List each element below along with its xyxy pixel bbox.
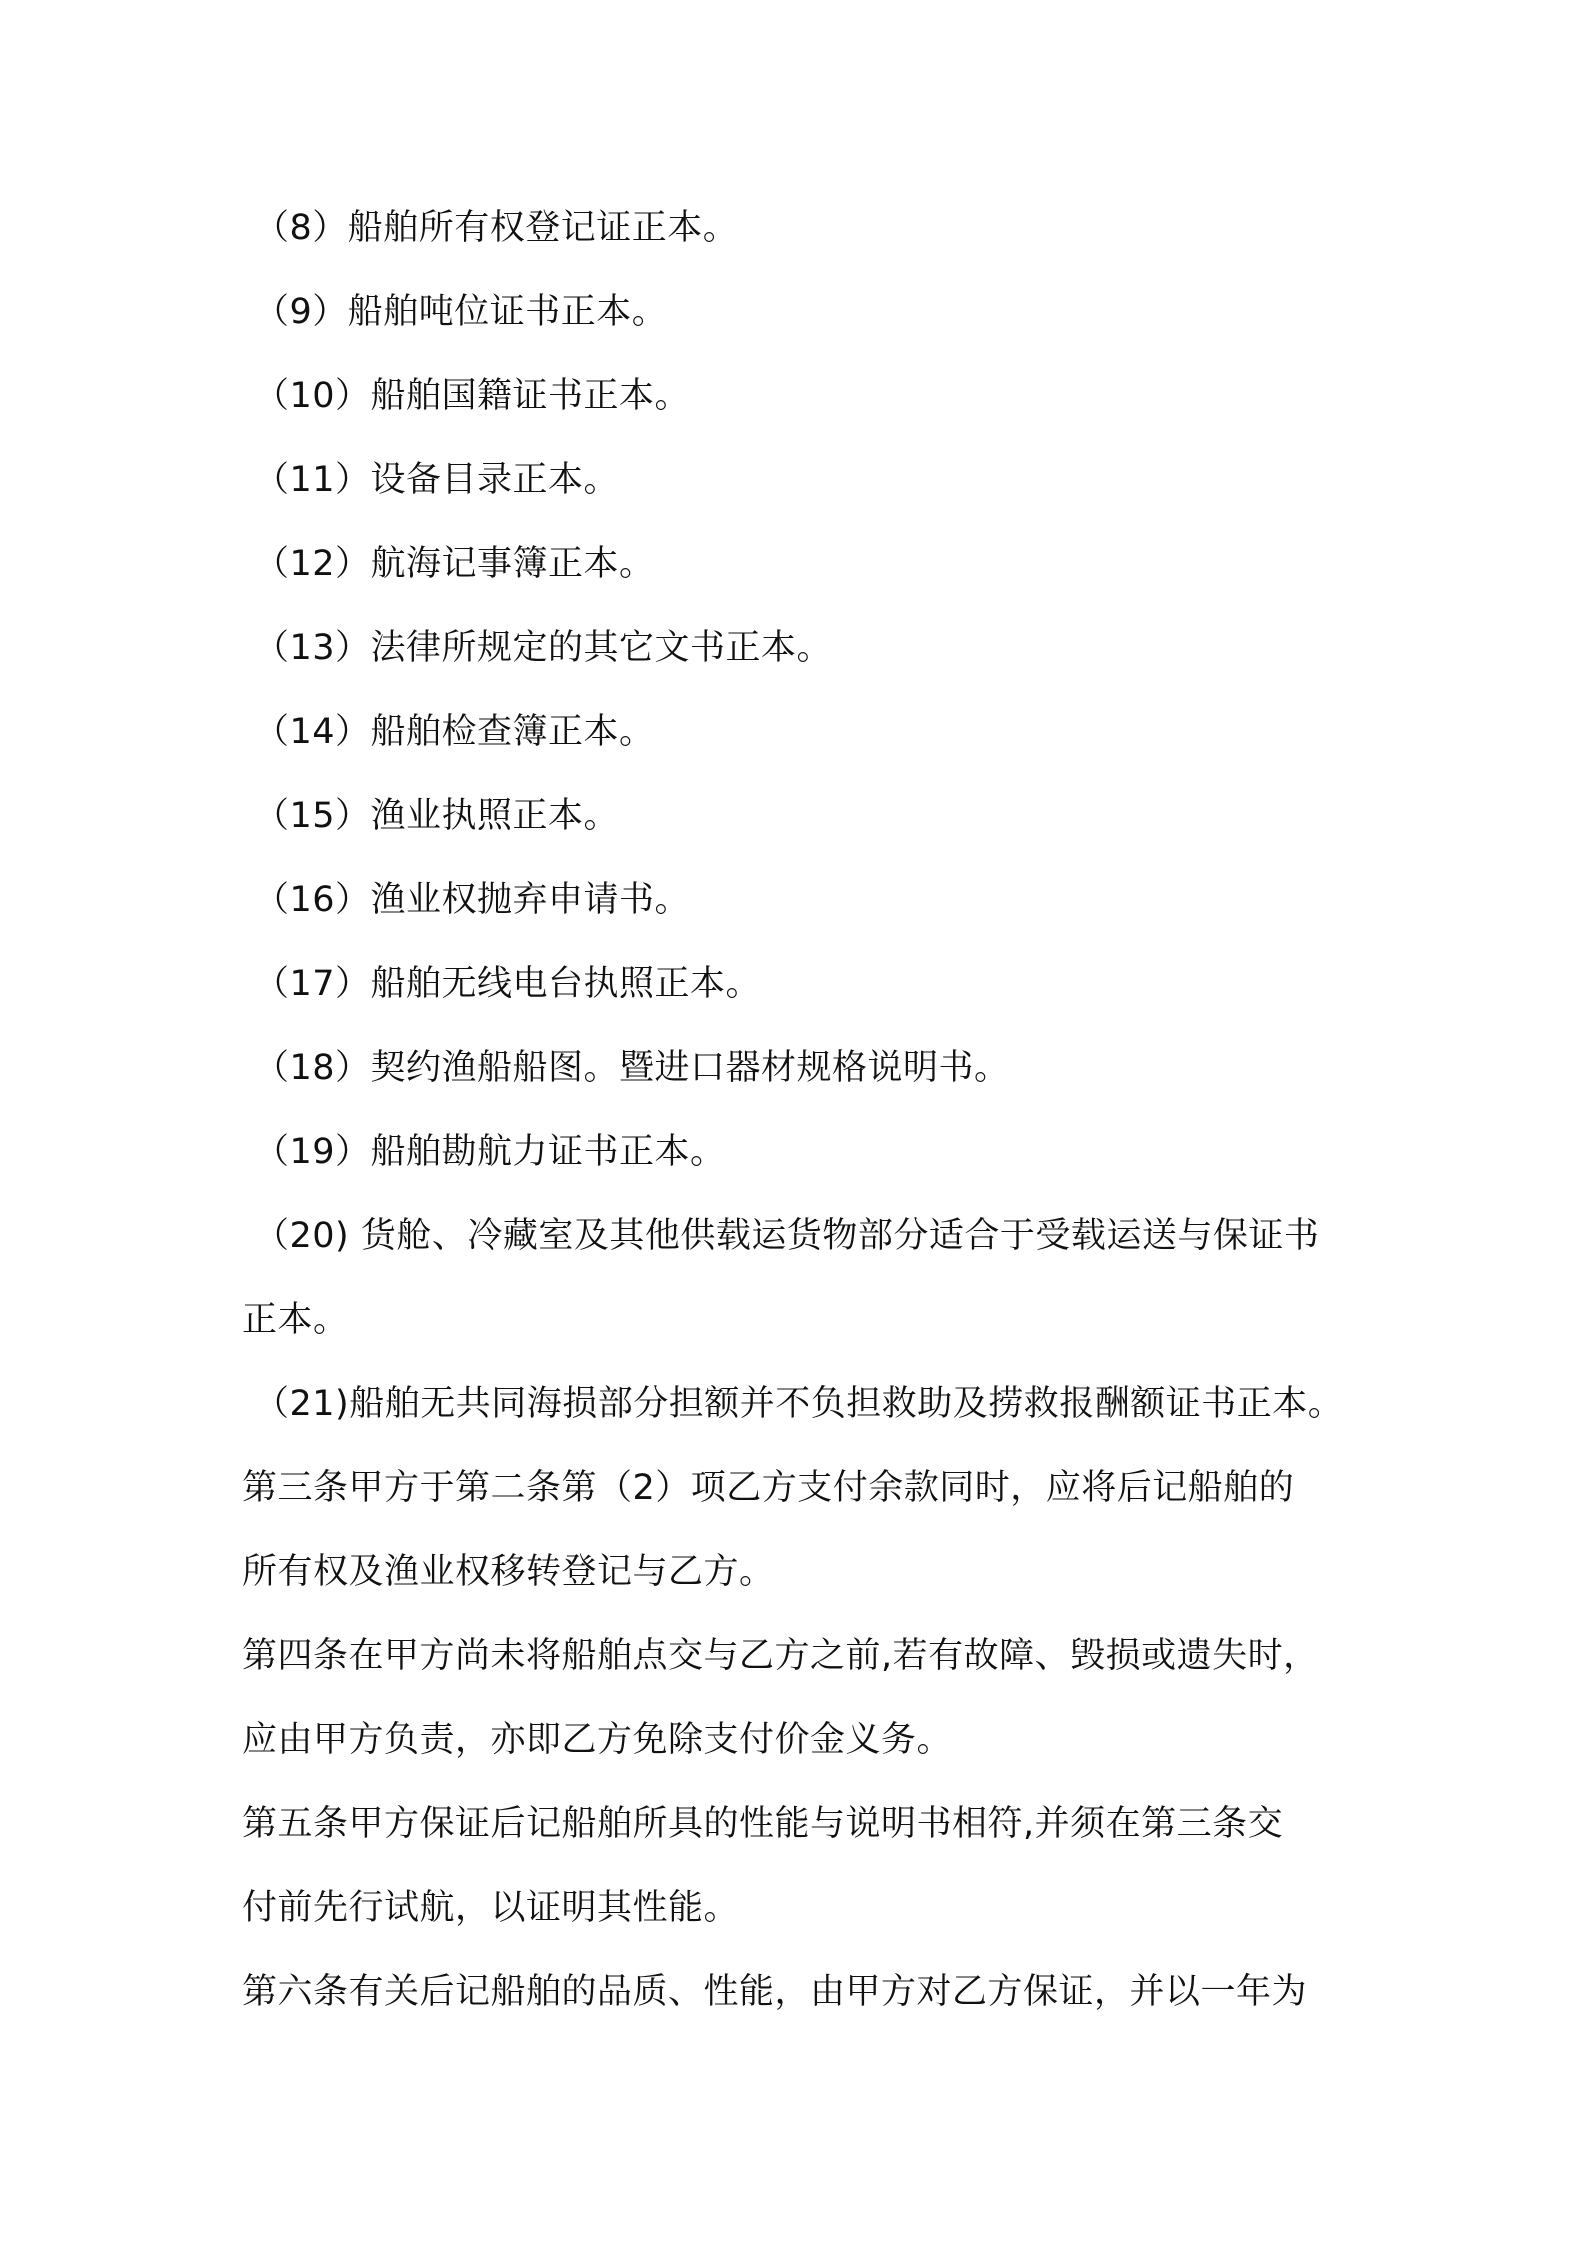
article-4-line-2: 应由甲方负责，亦即乙方免除支付价金义务。	[242, 1720, 953, 1760]
list-item-9: （9）船舶吨位证书正本。	[254, 292, 668, 332]
list-item-18: （18）契约渔船船图。暨进口器材规格说明书。	[254, 1048, 1010, 1088]
article-5-line-2: 付前先行试航，以证明其性能。	[242, 1888, 740, 1928]
list-item-20: （20) 货舱、冷藏室及其他供载运货物部分适合于受载运送与保证书	[254, 1216, 1320, 1256]
article-6-line-1: 第六条有关后记船舶的品质、性能，由甲方对乙方保证，并以一年为	[242, 1972, 1308, 2012]
article-3-line-2: 所有权及渔业权移转登记与乙方。	[242, 1552, 775, 1592]
list-item-13: （13）法律所规定的其它文书正本。	[254, 628, 833, 668]
list-item-21: （21)船舶无共同海损部分担额并不负担救助及捞救报酬额证书正本。	[254, 1384, 1344, 1424]
article-3-line-1: 第三条甲方于第二条第（2）项乙方支付余款同时，应将后记船舶的	[242, 1468, 1295, 1508]
list-item-12: （12）航海记事簿正本。	[254, 544, 655, 584]
list-item-16: （16）渔业权抛弃申请书。	[254, 880, 691, 920]
list-item-19: （19）船舶勘航力证书正本。	[254, 1132, 726, 1172]
article-4-line-1: 第四条在甲方尚未将船舶点交与乙方之前,若有故障、毁损或遗失时，	[242, 1636, 1319, 1676]
list-item-20-continued: 正本。	[242, 1300, 349, 1340]
list-item-14: （14）船舶检查簿正本。	[254, 712, 655, 752]
list-item-17: （17）船舶无线电台执照正本。	[254, 964, 762, 1004]
list-item-15: （15）渔业执照正本。	[254, 796, 620, 836]
list-item-11: （11）设备目录正本。	[254, 460, 620, 500]
list-item-8: （8）船舶所有权登记证正本。	[254, 208, 739, 248]
list-item-10: （10）船舶国籍证书正本。	[254, 376, 691, 416]
article-5-line-1: 第五条甲方保证后记船舶所具的性能与说明书相符,并须在第三条交	[242, 1804, 1284, 1844]
